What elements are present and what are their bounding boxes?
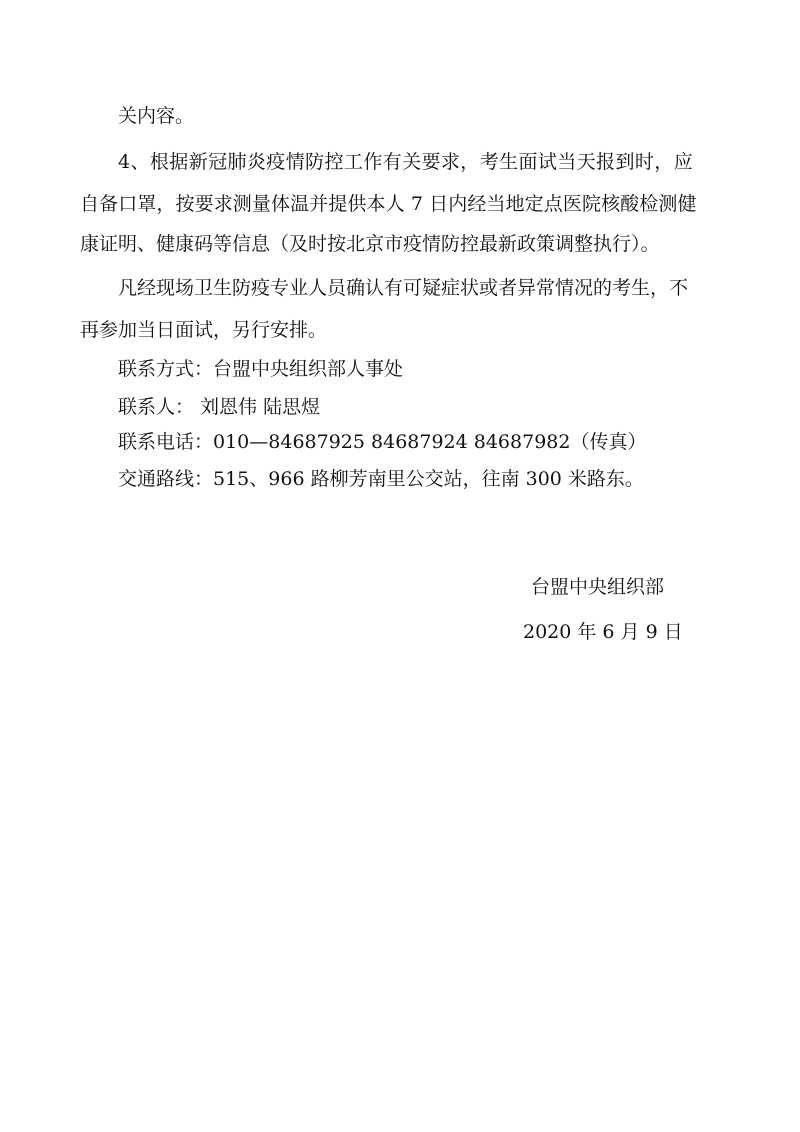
paragraph-item-4-line-3: 康证明、健康码等信息（及时按北京市疫情防控最新政策调整执行）。 bbox=[80, 233, 660, 255]
traffic-route: 交通路线：515、966 路柳芳南里公交站，往南 300 米路东。 bbox=[118, 468, 644, 490]
contact-person: 联系人： 刘恩伟 陆思煜 bbox=[118, 396, 321, 418]
signature-date: 2020 年 6 月 9 日 bbox=[523, 621, 683, 643]
paragraph-item-4-line-1: 4、根据新冠肺炎疫情防控工作有关要求，考生面试当天报到时，应 bbox=[118, 151, 694, 173]
signature-organization: 台盟中央组织部 bbox=[531, 576, 665, 598]
contact-phone: 联系电话：010—84687925 84687924 84687982（传真） bbox=[118, 431, 647, 453]
paragraph-item-4-line-2: 自备口罩，按要求测量体温并提供本人 7 日内经当地定点医院核酸检测健 bbox=[80, 193, 697, 215]
paragraph-continuation: 关内容。 bbox=[118, 105, 195, 127]
contact-method: 联系方式：台盟中央组织部人事处 bbox=[118, 358, 404, 380]
paragraph-screening-line-1: 凡经现场卫生防疫专业人员确认有可疑症状或者异常情况的考生，不 bbox=[118, 277, 689, 299]
paragraph-screening-line-2: 再参加当日面试，另行安排。 bbox=[80, 319, 328, 341]
